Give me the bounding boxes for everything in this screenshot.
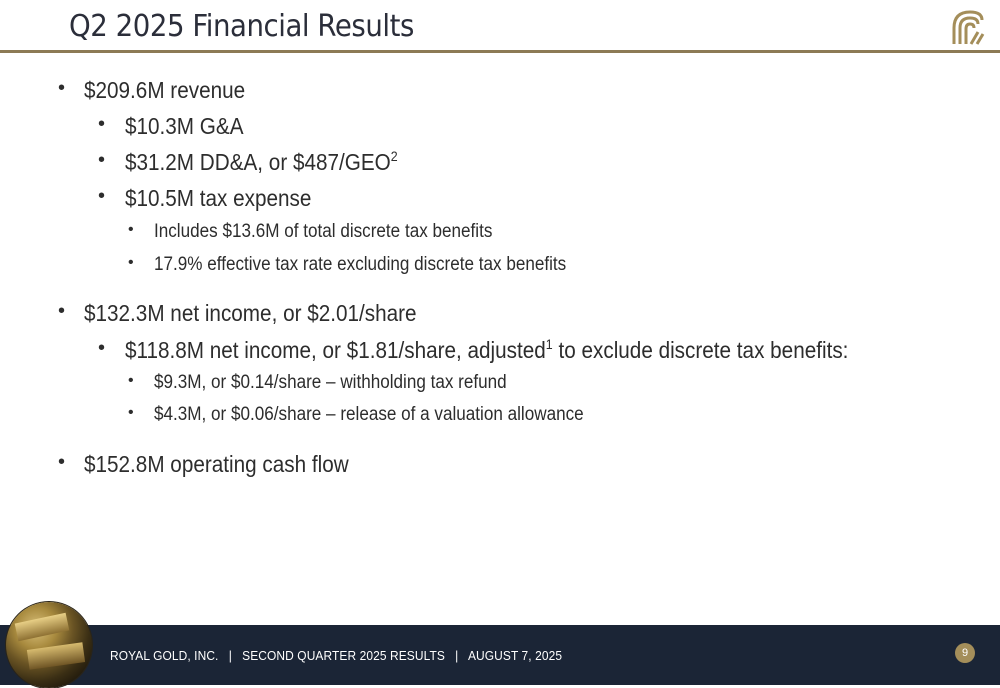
bullet-text: 17.9% effective tax rate excluding discrete tax benefits bbox=[154, 254, 567, 275]
bullet-marker: • bbox=[128, 221, 134, 238]
bullet-marker: • bbox=[98, 149, 106, 171]
bullet-text: $152.8M operating cash flow bbox=[84, 451, 349, 477]
slide-header bbox=[0, 0, 1000, 52]
footnote-ref: 1 bbox=[545, 337, 553, 353]
bullet-marker: • bbox=[58, 77, 66, 99]
bullet-adjusted-net-income bbox=[98, 337, 929, 364]
bullet-marker: • bbox=[58, 451, 66, 473]
bullet-text: $10.5M tax expense bbox=[125, 185, 312, 211]
bullet-marker: • bbox=[128, 404, 134, 421]
bullet-text-cont: to exclude discrete tax benefits: bbox=[552, 337, 849, 363]
bullet-effective-tax-rate bbox=[128, 254, 612, 276]
bullet-text: $4.3M, or $0.06/share – release of a valuation allowance bbox=[154, 404, 584, 425]
slide-title: Q2 2025 Financial Results bbox=[69, 9, 414, 44]
gold-bar-shape bbox=[15, 613, 70, 641]
bullet-marker: • bbox=[98, 337, 106, 359]
bullet-marker: • bbox=[58, 300, 66, 322]
bullet-ga bbox=[98, 113, 257, 140]
bullet-net-income bbox=[58, 300, 454, 327]
bullet-withholding-refund bbox=[128, 372, 546, 394]
bullet-tax-expense bbox=[98, 185, 332, 212]
bullet-text-wrapper bbox=[125, 337, 848, 364]
gold-bar-shape bbox=[27, 642, 85, 670]
bullet-discrete-benefits bbox=[128, 221, 530, 243]
bullet-text: $9.3M, or $0.14/share – withholding tax refund bbox=[154, 372, 507, 393]
bullet-text: $10.3M G&A bbox=[125, 113, 244, 139]
bullet-text: $132.3M net income, or $2.01/share bbox=[84, 300, 417, 326]
bullet-dda bbox=[98, 149, 428, 176]
header-rule bbox=[0, 50, 1000, 53]
bullet-marker: • bbox=[98, 113, 106, 135]
page-number-badge: 9 bbox=[955, 643, 975, 663]
royal-gold-logo-icon bbox=[950, 6, 986, 46]
bullet-text: $118.8M net income, or $1.81/share, adjusted bbox=[125, 337, 546, 363]
bullet-marker: • bbox=[98, 185, 106, 207]
bullet-text: Includes $13.6M of total discrete tax benefits bbox=[154, 221, 493, 242]
footnote-ref: 2 bbox=[390, 149, 398, 165]
bullet-text-wrapper bbox=[125, 149, 398, 176]
bullet-marker: • bbox=[128, 372, 134, 389]
footer-text: ROYAL GOLD, INC. | SECOND QUARTER 2025 RESULTS | AUGUST 7, 2025 bbox=[110, 648, 563, 663]
bullet-text: $31.2M DD&A, or $487/GEO bbox=[125, 149, 391, 175]
bullet-revenue bbox=[58, 77, 263, 104]
bullet-valuation-allowance bbox=[128, 404, 631, 426]
gold-bars-image bbox=[6, 602, 92, 688]
bullet-operating-cash-flow bbox=[58, 451, 378, 478]
bullet-text: $209.6M revenue bbox=[84, 77, 246, 103]
bullet-marker: • bbox=[128, 254, 134, 271]
